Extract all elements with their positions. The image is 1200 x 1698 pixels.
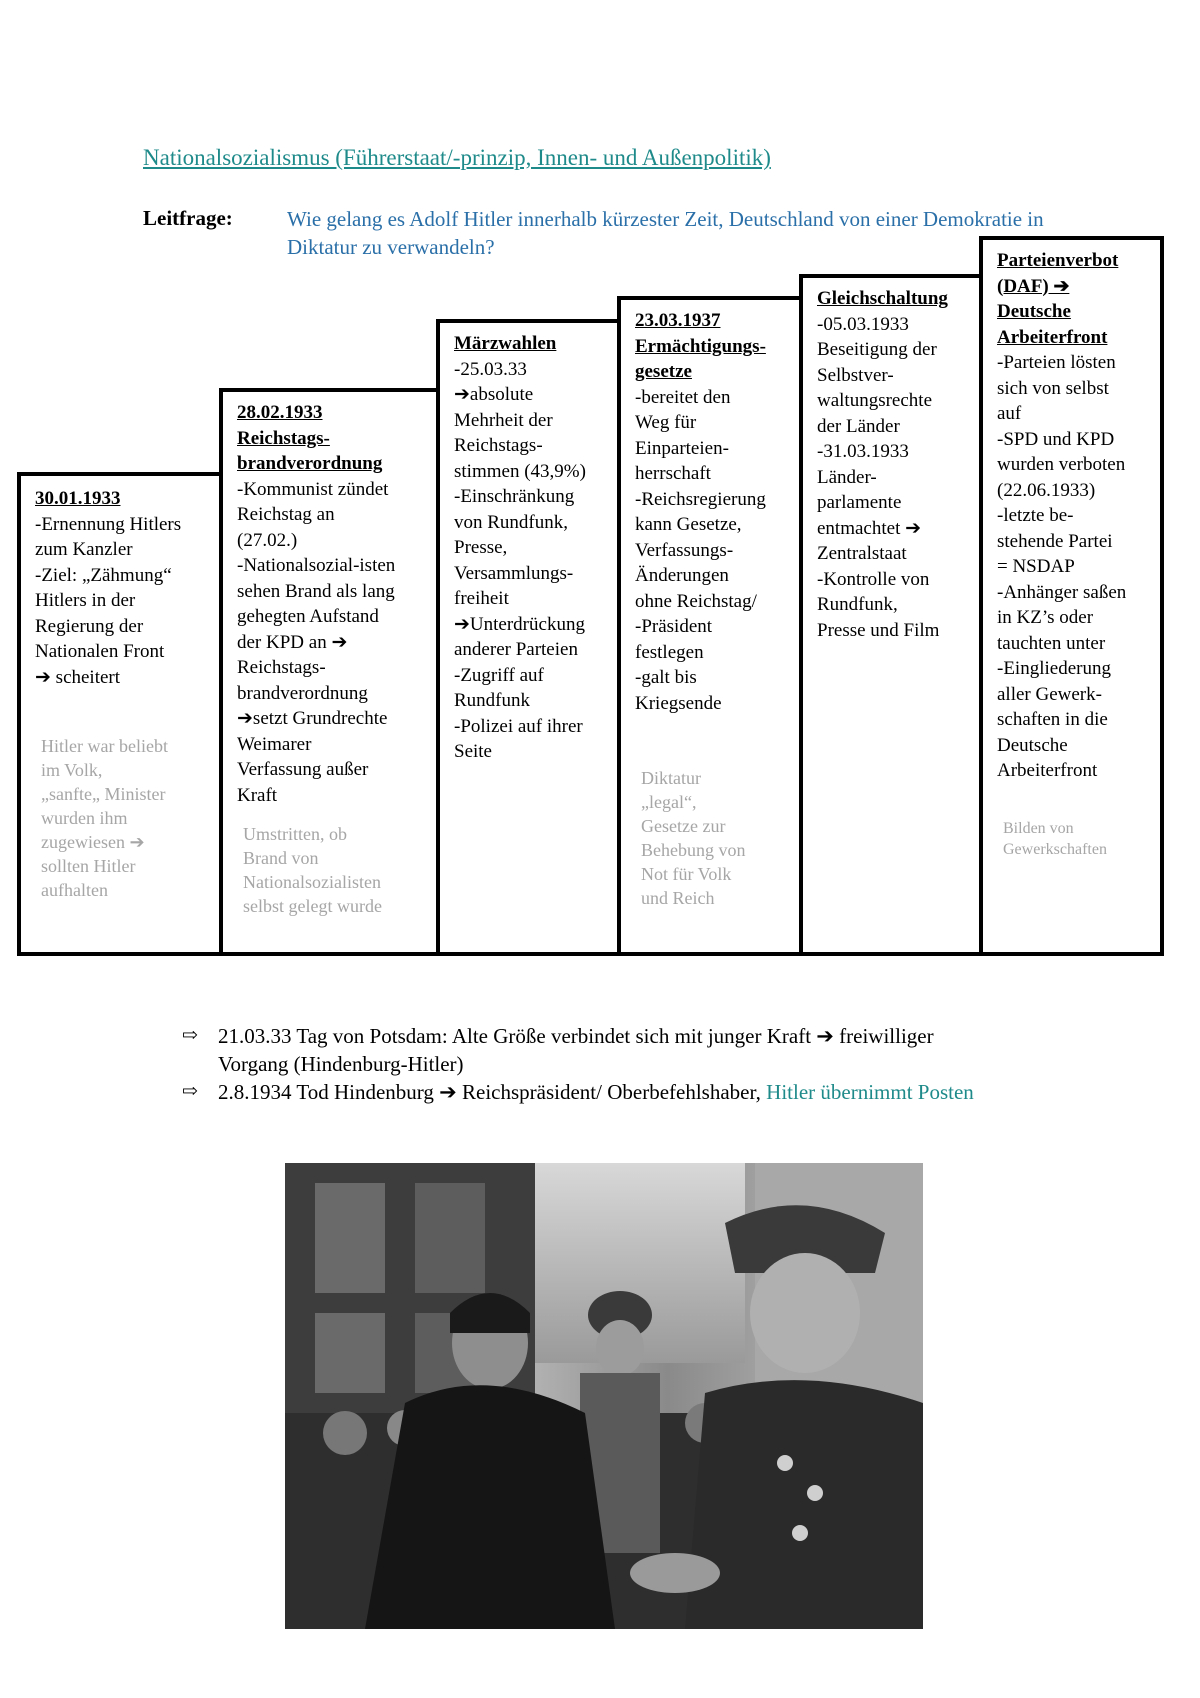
- step-6-content: [997, 248, 1126, 784]
- step-text-line: der KPD an ➔: [237, 631, 348, 653]
- step-text-line: parlamente: [817, 492, 902, 513]
- step-note-line: im Volk,: [41, 760, 103, 780]
- step-note-line: Not für Volk: [641, 864, 732, 884]
- arrow-bullet-icon: ⇨: [182, 1025, 198, 1046]
- bullet-highlight-2: Hitler übernimmt Posten: [766, 1080, 974, 1104]
- step-1-heading: [35, 486, 181, 512]
- step-text-line: kann Gesetze,: [635, 514, 742, 535]
- step-text-line: -Ziel: „Zähmung“: [35, 564, 172, 586]
- step-text-line: schaften in die: [997, 709, 1108, 730]
- step-text-line: auf: [997, 403, 1022, 424]
- step-2-content: [237, 400, 395, 808]
- step-note-line: und Reich: [641, 888, 715, 908]
- step-note-line: wurden ihm: [41, 808, 128, 828]
- step-note-line: Gewerkschaften: [1003, 841, 1107, 858]
- step-text-line: -Kontrolle von: [817, 568, 930, 590]
- step-text-line: Selbstver-: [817, 364, 894, 386]
- step-text-line: sehen Brand als lang: [237, 580, 395, 602]
- step-text-line: -Parteien lösten: [997, 352, 1116, 373]
- step-text-line: Versammlungs-: [454, 562, 574, 584]
- step-text-line: Verfassungs-: [635, 539, 734, 561]
- step-text-line: -31.03.1933: [817, 441, 909, 462]
- step-text-line: ➔setzt Grundrechte: [237, 708, 388, 729]
- step-text-line: Zentralstaat: [817, 543, 907, 564]
- step-3-lines: [454, 357, 586, 765]
- step-4-lines: [635, 385, 766, 717]
- step-text-line: Kriegsende: [635, 692, 722, 714]
- step-text-line: Verfassung außer: [237, 759, 369, 780]
- step-1-note: [41, 734, 168, 902]
- step-5-heading: [817, 286, 948, 312]
- step-note-line: „sanfte„ Minister: [41, 784, 166, 804]
- step-6-heading: [997, 248, 1126, 350]
- step-4: [617, 296, 803, 956]
- step-note-line: sollten Hitler: [41, 856, 136, 876]
- step-note-line: selbst gelegt wurde: [243, 896, 382, 916]
- step-note-line: „legal“,: [641, 792, 697, 812]
- step-text-line: Arbeiterfront: [997, 760, 1098, 781]
- step-text-line: Regierung der: [35, 615, 144, 637]
- step-text-line: -bereitet den: [635, 386, 731, 408]
- step-text-line: -Kommunist zündet: [237, 478, 389, 500]
- step-2: [219, 388, 440, 956]
- step-text-line: -SPD und KPD: [997, 428, 1115, 450]
- step-4-content: [635, 308, 766, 716]
- step-2-lines: [237, 477, 395, 809]
- step-text-line: festlegen: [635, 641, 704, 663]
- step-text-line: Änderungen: [635, 565, 729, 586]
- step-3-content: [454, 331, 586, 765]
- step-text-line: -Nationalsozial-isten: [237, 555, 396, 576]
- step-text-line: -05.03.1933: [817, 313, 909, 335]
- step-text-line: entmachtet ➔: [817, 517, 922, 539]
- step-heading-line: 28.02.1933: [237, 402, 323, 423]
- step-text-line: gehegten Aufstand: [237, 606, 379, 627]
- bullet-list: [182, 1022, 1078, 1106]
- step-note-line: Hitler war beliebt: [41, 736, 168, 756]
- step-1-lines: [35, 512, 181, 691]
- step-text-line: von Rundfunk,: [454, 511, 568, 533]
- step-note-line: Nationalsozialisten: [243, 872, 381, 892]
- step-note-line: Umstritten, ob: [243, 824, 347, 844]
- step-1: [17, 472, 223, 956]
- step-text-line: = NSDAP: [997, 556, 1075, 577]
- step-text-line: -Ernennung Hitlers: [35, 513, 182, 535]
- step-text-line: Hitlers in der: [35, 590, 136, 611]
- step-text-line: Weg für: [635, 412, 697, 433]
- step-text-line: Beseitigung der: [817, 339, 937, 360]
- bullet-item-2: [182, 1078, 1078, 1106]
- step-text-line: Kraft: [237, 784, 278, 806]
- step-note-line: zugewiesen ➔: [41, 832, 145, 852]
- step-text-line: brandverordnung: [237, 682, 368, 704]
- step-note-line: Bilden von: [1003, 820, 1074, 837]
- step-text-line: Reichstag an: [237, 504, 335, 525]
- step-text-line: sich von selbst: [997, 377, 1109, 399]
- step-text-line: Reichstags-: [454, 435, 543, 456]
- leitfrage-label: Leitfrage:: [143, 206, 233, 230]
- step-text-line: -Zugriff auf: [454, 664, 544, 686]
- step-text-line: -25.03.33: [454, 358, 527, 380]
- step-text-line: Weimarer: [237, 733, 312, 755]
- step-heading-line: Parteienverbot: [997, 250, 1119, 271]
- step-5-content: [817, 286, 948, 643]
- step-text-line: waltungsrechte: [817, 390, 933, 411]
- step-6: [979, 236, 1164, 956]
- step-heading-line: 23.03.1937: [635, 310, 721, 331]
- bullet-item-1: [182, 1022, 1078, 1078]
- step-4-heading: [635, 308, 766, 385]
- step-text-line: herrschaft: [635, 463, 711, 484]
- step-note-line: Gesetze zur: [641, 816, 726, 836]
- step-text-line: stehende Partei: [997, 530, 1113, 552]
- step-text-line: -Reichsregierung: [635, 488, 766, 510]
- step-4-note: [641, 766, 745, 910]
- bullet-text-2: 2.8.1934 Tod Hindenburg ➔ Reichspräsident/ Oberbefehlshaber,: [218, 1080, 767, 1104]
- step-text-line: Seite: [454, 741, 492, 762]
- step-heading-line: Ermächtigungs-: [635, 335, 766, 357]
- step-text-line: -Anhänger saßen: [997, 581, 1127, 603]
- step-text-line: tauchten unter: [997, 632, 1106, 654]
- step-text-line: -Eingliederung: [997, 658, 1111, 679]
- step-text-line: (22.06.1933): [997, 479, 1096, 501]
- leitfrage-question: Wie gelang es Adolf Hitler innerhalb kürzester Zeit, Deutschland von einer Demokratie in Diktatur zu verwandeln?: [287, 207, 1044, 259]
- step-text-line: Rundfunk: [454, 690, 530, 711]
- step-heading-line: Reichstags-: [237, 427, 330, 449]
- step-heading-line: 30.01.1933: [35, 488, 121, 509]
- step-5-lines: [817, 312, 948, 644]
- step-text-line: ohne Reichstag/: [635, 590, 757, 612]
- step-3: [436, 319, 621, 956]
- step-text-line: ➔absolute: [454, 384, 534, 405]
- step-note-line: Diktatur: [641, 768, 701, 788]
- step-text-line: -Präsident: [635, 616, 713, 637]
- step-text-line: Presse,: [454, 537, 508, 558]
- step-6-note: [1003, 818, 1107, 860]
- step-6-lines: [997, 350, 1126, 784]
- bullet-text-1: 21.03.33 Tag von Potsdam: Alte Größe verbindet sich mit junger Kraft ➔ freiwilliger Vorgang (Hindenburg-Hitler): [218, 1024, 934, 1076]
- step-heading-line: Gleichschaltung: [817, 288, 948, 309]
- step-text-line: aller Gewerk-: [997, 683, 1102, 705]
- step-text-line: -galt bis: [635, 667, 697, 688]
- step-text-line: der Länder: [817, 415, 900, 437]
- step-text-line: Mehrheit der: [454, 409, 553, 431]
- step-note-line: Brand von: [243, 848, 319, 868]
- step-text-line: Deutsche: [997, 734, 1068, 756]
- step-text-line: -Polizei auf ihrer: [454, 715, 583, 737]
- step-text-line: in KZ’s oder: [997, 607, 1094, 628]
- step-text-line: Reichstags-: [237, 657, 326, 678]
- step-1-content: [35, 486, 181, 690]
- step-5: [799, 274, 983, 956]
- step-2-note: [243, 822, 382, 918]
- step-heading-line: brandverordnung: [237, 453, 383, 474]
- step-heading-line: Arbeiterfront: [997, 326, 1108, 348]
- step-text-line: Nationalen Front: [35, 641, 165, 662]
- step-2-heading: [237, 400, 395, 477]
- photo-illustration: [285, 1163, 923, 1629]
- step-text-line: Presse und Film: [817, 619, 940, 641]
- arrow-bullet-icon: ⇨: [182, 1081, 198, 1102]
- step-heading-line: gesetze: [635, 361, 692, 382]
- step-3-heading: [454, 331, 586, 357]
- step-text-line: -Einschränkung: [454, 486, 575, 507]
- step-text-line: stimmen (43,9%): [454, 460, 586, 482]
- historical-photo: [285, 1163, 923, 1629]
- step-text-line: wurden verboten: [997, 454, 1126, 475]
- step-note-line: Behebung von: [641, 840, 746, 860]
- step-text-line: (27.02.): [237, 529, 298, 551]
- step-note-line: aufhalten: [41, 880, 108, 900]
- step-text-line: Rundfunk,: [817, 594, 898, 615]
- step-text-line: Einparteien-: [635, 437, 729, 459]
- step-text-line: -letzte be-: [997, 505, 1074, 526]
- step-text-line: zum Kanzler: [35, 539, 133, 560]
- step-heading-line: Deutsche: [997, 301, 1071, 322]
- step-text-line: ➔Unterdrückung: [454, 613, 585, 635]
- step-text-line: freiheit: [454, 588, 509, 609]
- step-text-line: anderer Parteien: [454, 639, 578, 660]
- step-heading-line: Märzwahlen: [454, 333, 557, 354]
- page-title: Nationalsozialismus (Führerstaat/-prinzip, Innen- und Außenpolitik): [143, 145, 771, 170]
- step-heading-line: (DAF) ➔: [997, 275, 1070, 297]
- step-text-line: ➔ scheitert: [35, 666, 121, 688]
- step-text-line: Länder-: [817, 466, 877, 488]
